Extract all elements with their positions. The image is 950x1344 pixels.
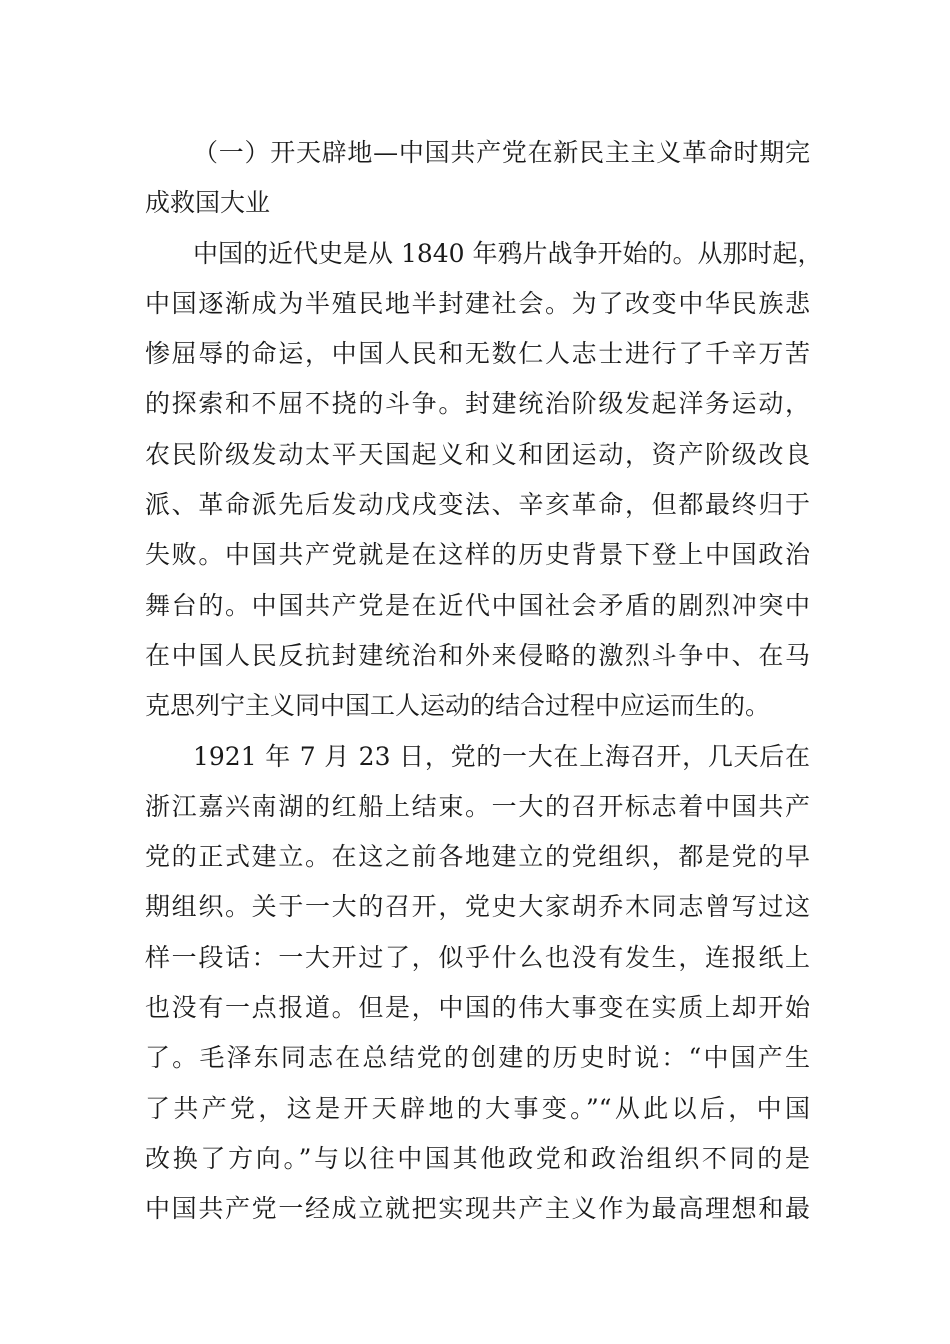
section-heading bbox=[145, 128, 810, 229]
paragraph-line: 浙江嘉兴南湖的红船上结束。一大的召开标志着中国共产 bbox=[145, 791, 810, 821]
heading-line: （一）开天辟地—中国共产党在新民主主义革命时期完 bbox=[193, 138, 810, 167]
heading-line: 成救国大业 bbox=[145, 188, 271, 218]
paragraph-line: 了共产党，这是开天辟地的大事变。”“从此以后，中国 bbox=[145, 1093, 810, 1123]
document-body bbox=[145, 128, 823, 1235]
paragraph-line: 1921 年 7 月 23 日，党的一大在上海召开，几天后在 bbox=[193, 741, 810, 771]
paragraph-line: 了。毛泽东同志在总结党的创建的历史时说：“中国产生 bbox=[145, 1043, 810, 1073]
paragraph-line: 中国的近代史是从 1840 年鸦片战争开始的。从那时起， bbox=[193, 238, 823, 268]
paragraph-line: 舞台的。中国共产党是在近代中国社会矛盾的剧烈冲突中 bbox=[145, 590, 810, 620]
paragraph-2 bbox=[145, 732, 810, 1235]
paragraph-line: 克思列宁主义同中国工人运动的结合过程中应运而生的。 bbox=[145, 691, 771, 721]
paragraph-line: 样一段话：一大开过了，似乎什么也没有发生，连报纸上 bbox=[145, 942, 810, 972]
paragraph-line: 党的正式建立。在这之前各地建立的党组织，都是党的早 bbox=[145, 842, 810, 872]
paragraph-line: 派、革命派先后发动戊戌变法、辛亥革命，但都最终归于 bbox=[145, 490, 810, 520]
paragraph-1 bbox=[145, 229, 823, 732]
paragraph-line: 惨屈辱的命运，中国人民和无数仁人志士进行了千辛万苦 bbox=[145, 339, 810, 369]
paragraph-line: 在中国人民反抗封建统治和外来侵略的激烈斗争中、在马 bbox=[145, 640, 810, 670]
paragraph-line: 失败。中国共产党就是在这样的历史背景下登上中国政治 bbox=[145, 540, 810, 570]
paragraph-line: 改换了方向。”与以往中国其他政党和政治组织不同的是 bbox=[145, 1143, 810, 1173]
paragraph-line: 中国共产党一经成立就把实现共产主义作为最高理想和最 bbox=[145, 1194, 810, 1224]
paragraph-line: 中国逐渐成为半殖民地半封建社会。为了改变中华民族悲 bbox=[145, 288, 810, 318]
paragraph-line: 也没有一点报道。但是，中国的伟大事变在实质上却开始 bbox=[145, 993, 810, 1023]
paragraph-line: 期组织。关于一大的召开，党史大家胡乔木同志曾写过这 bbox=[145, 892, 810, 922]
paragraph-line: 农民阶级发动太平天国起义和义和团运动，资产阶级改良 bbox=[145, 439, 810, 469]
paragraph-line: 的探索和不屈不挠的斗争。封建统治阶级发起洋务运动， bbox=[145, 389, 810, 419]
